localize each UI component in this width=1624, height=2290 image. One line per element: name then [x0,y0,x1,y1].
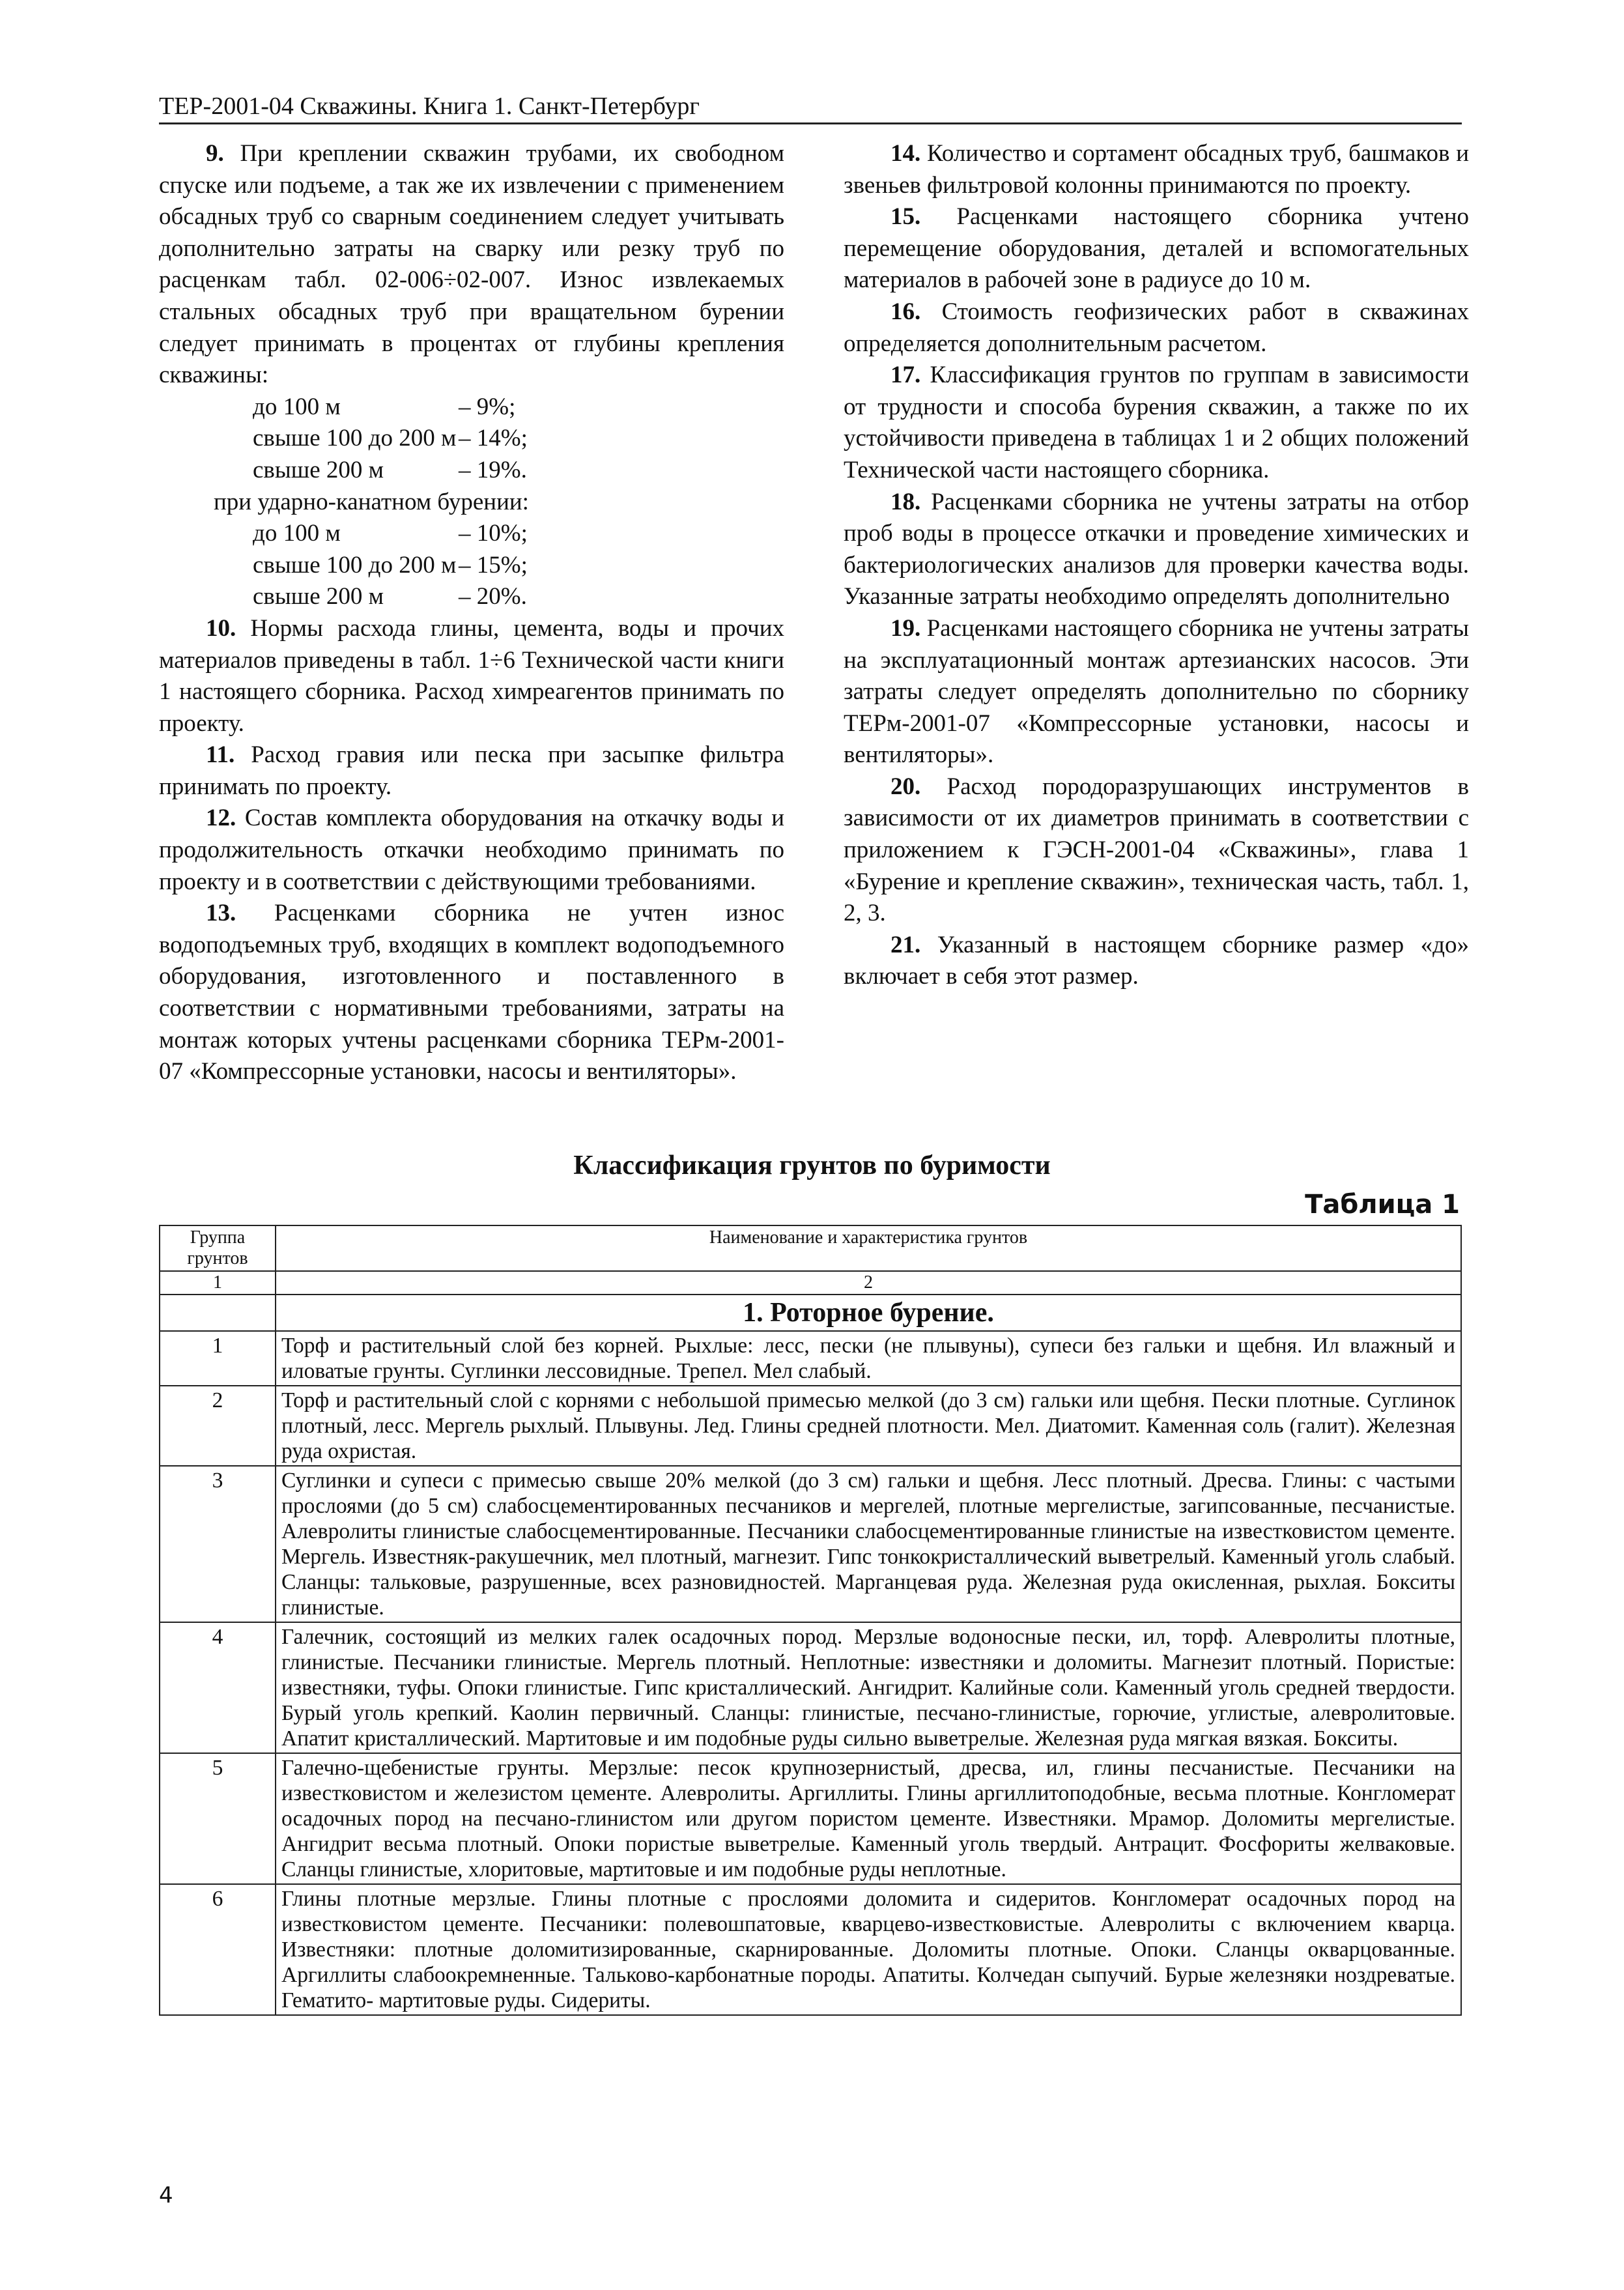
paragraph-16: 16. Стоимость геофизических работ в скважинах определяется дополнительным расчетом. [844,298,1470,357]
paragraph-21: 21. Указанный в настоящем сборнике размер «до» включает в себя этот размер. [844,931,1469,990]
right-column [844,138,1469,993]
paragraph-11: 11. Расход гравия или песка при засыпке фильтра принимать по проекту. [159,741,785,800]
table-row [160,1386,1461,1466]
group-cell: 1 [160,1331,276,1386]
paragraph-19: 19. Расценками настоящего сборника не учтены затраты на эксплуатационный монтаж артезианских насосов. Эти затраты следует определять дополнительно по сборнику ТЕРм-2001-07 «Компрессорные установки, насосы и вентиляторы». [844,614,1469,769]
description-cell: Суглинки и супеси с примесью свыше 20% мелкой (до 3 см) гальки и щебня. Лесс плотный. Дресва. Глины: с частыми прослоями (до 5 см) слабосцементированных песчаников и мергелей, плотные мергелистые, загипсованные, песчанистые. Алевролиты глинистые слабосцементированные. Песчаники слабосцементированные глинистые на известковистом цементе. Мергель. Известняк-ракушечник, мел плотный, магнезит. Гипс тонкокристаллический выветрелый. Каменный уголь слабый. Сланцы: тальковые, разрушенные, всех разновидностей. Марганцевая руда. Железная руда окисленная, рыхлая. Бокситы глинистые. [276,1466,1461,1622]
table-row [160,1622,1461,1753]
paragraph-9: 9. При креплении скважин трубами, их свободном спуске или подъеме, а так же их извлечении с применением обсадных труб со сварным соединением следует учитывать дополнительно затраты на сварку или резку труб по расценкам табл. 02-006÷02-007. Износ извлекаемых стальных обсадных труб при вращательном бурении следует принимать в процентах от глубины крепления скважины: [159,140,785,389]
paragraph-12: 12. Состав комплекта оборудования на откачку воды и продолжительность откачки необходимо принимать по проекту и в соответствии с действующими требованиями. [159,805,784,895]
soil-classification-table [159,1225,1462,2016]
group-cell: 5 [160,1753,276,1884]
description-cell: Торф и растительный слой с корнями с небольшой примесью мелкой (до 3 см) гальки или щебня. Пески плотные. Суглинок плотный, лесс. Мергель рыхлый. Плывуны. Лед. Глины средней плотности. Мел. Диатомит. Каменная соль (галит). Железная руда охристая. [276,1386,1461,1466]
table-column-numbers [160,1271,1461,1295]
list-item: до 100 м – 10%; [253,520,528,547]
table-row [160,1884,1461,2015]
table-title: Классификация грунтов по буримости [573,1151,1051,1181]
group-cell: 4 [160,1622,276,1753]
group-cell: 2 [160,1386,276,1466]
list-item: свыше 200 м – 20%. [253,583,527,610]
section-empty-cell [160,1295,276,1331]
paragraph-15: 15. Расценками настоящего сборника учтено перемещение оборудования, деталей и вспомогательных материалов в рабочей зоне в радиусе до 10 м. [844,203,1469,294]
description-cell: Торф и растительный слой без корней. Рыхлые: лесс, пески (не плывуны), супеси без гальки и щебня. Ил влажный и иловатые грунты. Суглинки лессовидные. Трепел. Мел слабый. [276,1331,1461,1386]
percussion-caption: при ударно-канатном бурении: [214,488,529,515]
col-number-1: 1 [160,1271,276,1295]
paragraph-10: 10. Нормы расхода глины, цемента, воды и прочих материалов приведены в табл. 1÷6 Технической части книги 1 настоящего сборника. Расход химреагентов принимать по проекту. [159,614,785,737]
description-cell: Глины плотные мерзлые. Глины плотные с прослоями доломита и сидеритов. Конгломерат осадочных пород на известковистом цементе. Песчаники: полевошпатовые, кварцево-известковистые. Алевролиты с включением кварца. Известняки: плотные доломитизированные, скарнированные. Доломиты плотные. Опоки. Сланцы окварцованные. Аргиллиты слабоокремненные. Тальково-карбонатные породы. Апатиты. Колчедан сыпучий. Бурые железняки ноздреватые. Гематито- мартитовые руды. Сидериты. [276,1884,1461,2015]
paragraph-17: 17. Классификация грунтов по группам в зависимости от трудности и способа бурения скважин, а также по их устойчивости приведена в таблицах 1 и 2 общих положений Технической части настоящего сборника. [844,362,1469,483]
table-row [160,1466,1461,1622]
description-cell: Галечник, состоящий из мелких галек осадочных пород. Мерзлые водоносные пески, ил, торф. Алевролиты плотные, глинистые. Песчаники глинистые. Мергель плотный. Неплотные: известняки и доломиты. Магнезит плотный. Пористые: известняки, туфы. Опоки глинистые. Гипс кристаллический. Ангидрит. Калийные соли. Каменный уголь средней твердости. Бурый уголь крепкий. Каолин первичный. Сланцы: глинистые, песчано-глинистые, горючие, углистые, алевролитовые. Апатит кристаллический. Мартитовые и им подобные руды сильно выветрелые. Железная руда мягкая вязкая. Бокситы. [276,1622,1461,1753]
col-number-2: 2 [276,1271,1461,1295]
running-header: ТЕР-2001-04 Скважины. Книга 1. Санкт-Петербург [159,91,1462,124]
table-row [160,1753,1461,1884]
paragraph-14: 14. Количество и сортамент обсадных труб, башмаков и звеньев фильтровой колонны принимаются по проекту. [844,140,1470,199]
description-cell: Галечно-щебенистые грунты. Мерзлые: песок крупнозернистый, дресва, ил, глины песчанистые. Песчаники на известковистом и железистом цементе. Алевролиты. Аргиллиты. Глины аргиллитоподобные, весьма плотные. Конгломерат осадочных пород на песчано-глинистом или другом пористом цементе. Известняки. Мрамор. Доломиты мергелистые. Ангидрит весьма плотный. Опоки пористые выветрелые. Каменный уголь твердый. Антрацит. Фосфориты желваковые. Сланцы глинистые, хлоритовые, мартитовые и им подобные руды неплотные. [276,1753,1461,1884]
col-header-group: Группа грунтов [160,1225,276,1271]
col-header-description: Наименование и характеристика грунтов [276,1225,1461,1271]
paragraph-20: 20. Расход породоразрушающих инструментов в зависимости от их диаметров принимать в соответствии с приложением к ГЭСН-2001-04 «Скважины», глава 1 «Бурение и крепление скважин», техническая часть, табл. 1, 2, 3. [844,773,1470,927]
group-cell: 3 [160,1466,276,1622]
paragraph-13: 13. Расценками сборника не учтен износ водоподъемных труб, входящих в комплект водоподъемного оборудования, изготовленного и поставленного в соответствии с нормативными требованиями, затраты на монтаж которых учтены расценками сборника ТЕРм-2001-07 «Компрессорные установки, насосы и вентиляторы». [159,900,784,1085]
list-item: свыше 100 до 200 м – 14%; [253,425,528,452]
list-item: свыше 200 м – 19%. [253,456,527,483]
rotary-wear-list [159,392,784,613]
table-row [160,1331,1461,1386]
paragraph-18: 18. Расценками сборника не учтены затраты на отбор проб воды в процессе откачки и проведение химических и бактериологических анализов для проверки качества воды. Указанные затраты необходимо определять дополнительно [844,488,1470,610]
table-section-row [160,1295,1461,1331]
left-column [159,138,784,1088]
group-cell: 6 [160,1884,276,2015]
list-item: свыше 100 до 200 м – 15%; [253,551,528,579]
table-header-row [160,1225,1461,1271]
page-number: 4 [159,2183,173,2209]
section-title: 1. Роторное бурение. [276,1295,1461,1331]
table-number: Таблица 1 [1305,1190,1460,1220]
list-item: до 100 м – 9%; [253,393,516,420]
